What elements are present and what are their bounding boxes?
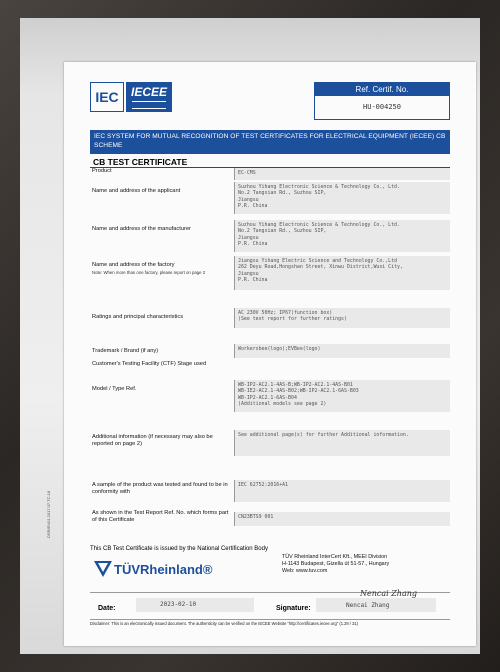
field-label (92, 386, 232, 393)
ref-certif-value: HU-004250 (363, 103, 401, 111)
signoff-row (90, 589, 450, 617)
field-label (92, 361, 232, 368)
field-label (92, 226, 232, 233)
header-logos (90, 82, 172, 112)
handwritten-signature: Nencai Zhang (360, 589, 417, 598)
side-form-code: DSR/EN01.2017.07.TC.18 (46, 490, 51, 538)
frame-mat (20, 18, 480, 654)
field-value: See additional page(s) for further Additional information. (234, 430, 450, 456)
field-label (92, 510, 232, 524)
field-value: Workersbee(logo);EVBee(logo) (234, 344, 450, 358)
globe-icon (132, 101, 166, 109)
field-label-text: A sample of the product was tested and found to be in conformity with (92, 482, 228, 495)
field-label (92, 188, 232, 195)
field-value: Jiangsu Yihang Electric Science and Technology Co.,Ltd 262 Deyu Road,Hongshan Street, Xinwu District,Wuxi City, Jiangsu P.R. China (234, 256, 450, 290)
date-value: 2023-02-10 (136, 598, 254, 612)
field-label-text: Ratings and principal characteristics (92, 314, 184, 320)
field-note: Note: When more than one factory, please report on page 2 (92, 270, 206, 275)
field-label (92, 348, 232, 355)
field-value: EC-CMS (234, 168, 450, 180)
field-value: Suzhou Yihang Electronic Science & Technology Co., Ltd. No.2 Tangxian Rd., Suzhou SIP, Jiangsu P.R. China (234, 220, 450, 252)
iec-logo: IEC (90, 82, 124, 112)
field-label (92, 262, 232, 276)
field-label-text: As shown in the Test Report Ref. No. which forms part of this Certificate (92, 510, 229, 523)
field-value: CN23BTS9 001 (234, 512, 450, 526)
field-label (92, 434, 232, 448)
field-label-text: Model / Type Ref. (92, 386, 137, 392)
date-label: Date: (98, 605, 116, 612)
disclaimer: Disclaimer: This is an electronically issued document. The authenticity can be verified on the IECEE Website "http://certificates.iecee.org" (1.29 / 31) (90, 619, 450, 626)
field-label-text: Name and address of the manufacturer (92, 226, 191, 232)
certificate-title: CB TEST CERTIFICATE (90, 156, 450, 168)
tuv-triangle-inner-icon (98, 563, 108, 572)
issuer-name: TÜV Rheinland InterCert Kft., MEEI Division (282, 554, 388, 560)
issuer-address: H-1143 Budapest, Gizella út 51-57., Hungary (282, 561, 390, 567)
field-label-text: Name and address of the factory (92, 262, 175, 268)
field-label (92, 314, 232, 321)
field-label-text: Name and address of the applicant (92, 188, 181, 194)
tuv-logo-text: TÜVRheinland® (114, 562, 213, 577)
field-value: WB-IP2-AC2.1-4AS-B;WB-IP2-AC2.1-4AS-B01 WB-IE2-AC2.1-4AS-B02;WB-IP2-AC2.1-6AS-B03 WB-IP2-AC2.1-6AS-B04 (Additional models see page 2) (234, 380, 450, 412)
iecee-logo (126, 82, 172, 112)
signature-value: Nencai Zhang (316, 598, 436, 612)
field-label-text: Customer's Testing Facility (CTF) Stage used (92, 361, 207, 367)
scheme-banner: IEC SYSTEM FOR MUTUAL RECOGNITION OF TEST CERTIFICATES FOR ELECTRICAL EQUIPMENT (IECEE) CB SCHEME (90, 130, 450, 154)
field-label (92, 482, 232, 496)
field-value: Suzhou Yihang Electronic Science & Technology Co., Ltd. No.2 Tangxian Rd., Suzhou SIP, Jiangsu P.R. China (234, 182, 450, 214)
field-label-text: Trademark / Brand (if any) (92, 348, 159, 354)
field-value: IEC 62752:2016+A1 (234, 480, 450, 502)
field-label (92, 168, 232, 175)
signature-label: Signature: (276, 605, 311, 612)
ref-certif-box (314, 82, 450, 120)
certificate-paper (46, 62, 476, 646)
iecee-logo-text: IECEE (130, 85, 167, 99)
issuer-block (282, 554, 452, 575)
issuing-statement: This CB Test Certificate is issued by the National Certification Body (90, 546, 268, 552)
tuv-logo (94, 557, 224, 585)
field-label-text: Product (92, 168, 112, 174)
ref-certif-label: Ref. Certif. No. (315, 83, 449, 96)
field-value: AC 230V 50Hz; IP67(function box) (See test report for further ratings) (234, 308, 450, 328)
field-label-text: Additional information (if necessary may also be reported on page 2) (92, 434, 213, 447)
issuer-web: Web: www.tuv.com (282, 568, 328, 574)
